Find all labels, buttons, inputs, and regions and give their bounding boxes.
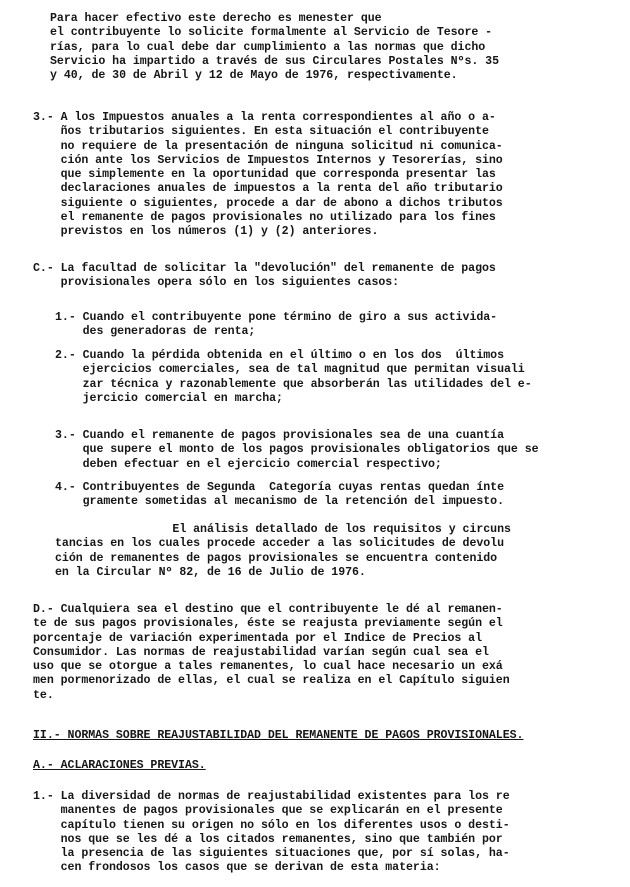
case-2-paragraph: 2.- Cuando la pérdida obtenida en el último o en los dos últimos ejercicios comerciales, sea de tal magnitud que permitan visuali zar técnica y razonablemente que absorberán las utilidades del e- jercicio comercial en marcha; <box>55 349 532 405</box>
case-4-paragraph: 4.- Contribuyentes de Segunda Categoría cuyas rentas quedan ínte gramente sometidas al mecanismo de la retención del impuesto. <box>55 481 504 509</box>
item-1-paragraph: 1.- La diversidad de normas de reajustabilidad existentes para los re manentes de pagos provisionales que se explicarán en el presente capítulo tienen su origen no sólo en los diferentes usos o desti- nos que se les dé a los citados remanentes, sino que también por la presencia de las siguientes situaciones que, por sí solas, ha- cen frondosos los casos que se derivan de esta materia: <box>33 790 510 875</box>
chapter-heading: II.- NORMAS SOBRE REAJUSTABILIDAD DEL REMANENTE DE PAGOS PROVISIONALES. <box>33 729 524 742</box>
section-c-intro: C.- La facultad de solicitar la "devolución" del remanente de pagos provisionales opera sólo en los siguientes casos: <box>33 262 496 290</box>
analysis-paragraph: El análisis detallado de los requisitos y circuns tancias en los cuales procede acceder a las solicitudes de devolu ción de remanentes de pagos provisionales se encuentra contenido en la Circular Nº 82, de 16 de Julio de 1976. <box>55 523 511 579</box>
item-3-paragraph: 3.- A los Impuestos anuales a la renta correspondientes al año o a- ños tributarios siguientes. En esta situación el contribuyente no requiere de la presentación de ninguna solicitud ni comunica- ción ante los Servicios de Impuestos Internos y Tesorerías, sino que simplemente en la oportunidad que corresponda presentar las declaraciones anuales de impuestos a la renta del año tributario siguiente o siguientes, procede a dar de abono a dichos tributos el remanente de pagos provisionales no utilizado para los fines previstos en los números (1) y (2) anteriores. <box>33 111 503 239</box>
section-d-paragraph: D.- Cualquiera sea el destino que el contribuyente le dé al remanen- te de sus pagos provisionales, éste se reajusta previamente según el porcentaje de variación experimentada por el Indice de Precios al Consumidor. Las normas de reajustabilidad varían según cual sea el uso que se otorgue a tales remanentes, lo cual hace necesario un exá men pormenorizado de ellas, el cual se realiza en el Capítulo siguien te. <box>33 603 510 702</box>
intro-paragraph: Para hacer efectivo este derecho es menester que el contribuyente lo solicite formalmente al Servicio de Tesore - rías, para lo cual debe dar cumplimiento a las normas que dicho Servicio ha impartido a través de sus Circulares Postales Nºs. 35 y 40, de 30 de Abril y 12 de Mayo de 1976, respectivamente. <box>50 12 499 83</box>
case-1-paragraph: 1.- Cuando el contribuyente pone término de giro a sus activida- des generadoras de renta; <box>55 311 498 339</box>
subheading-aclaraciones: A.- ACLARACIONES PREVIAS. <box>33 759 206 772</box>
case-3-paragraph: 3.- Cuando el remanente de pagos provisionales sea de una cuantía que supere el monto de los pagos provisionales obligatorios que se deben efectuar en el ejercicio comercial respectivo; <box>55 429 539 471</box>
